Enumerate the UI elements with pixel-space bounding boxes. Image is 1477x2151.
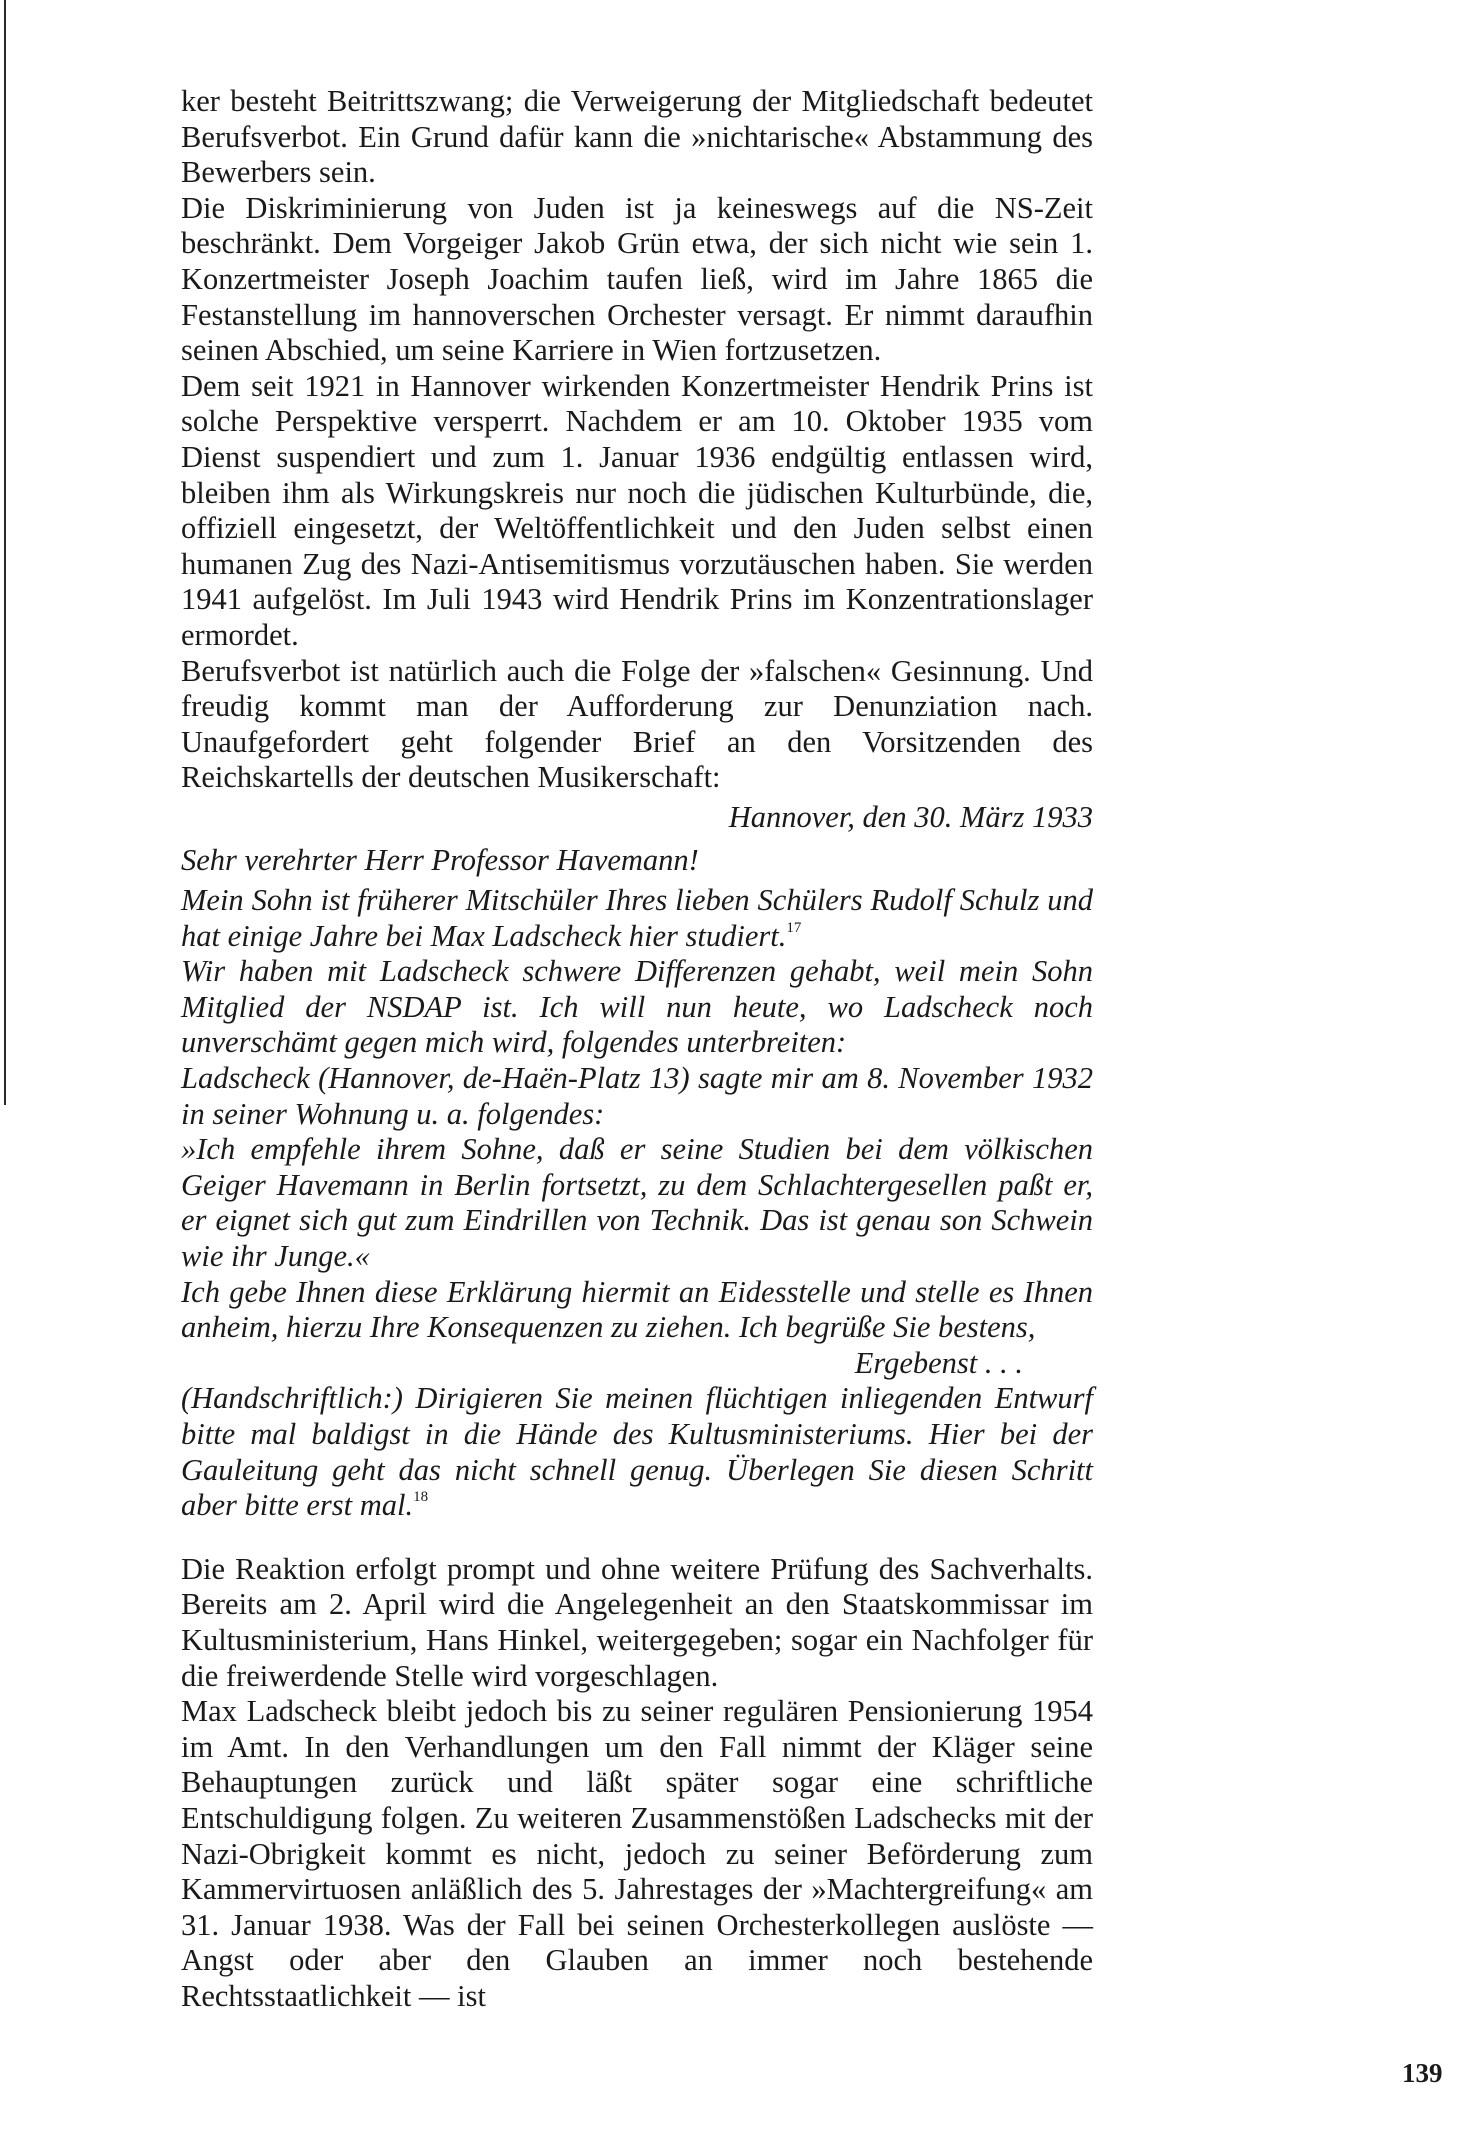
quoted-letter: [181, 800, 1093, 1524]
after-paragraph-2: Max Ladscheck bleibt jedoch bis zu seiner regulären Pensionierung 1954 im Amt. In den Verhandlungen um den Fall nimmt der Kläger seine Behauptungen zurück und läßt später sogar eine schriftliche Entschuldigung folgen. Zu weiteren Zusammenstößen Ladschecks mit der Nazi-Obrigkeit kommt es nicht, jedoch zu seiner Beförderung zum Kammervirtuosen anläßlich des 5. Jahrestages der »Machtergreifung« am 31. Januar 1938. Was der Fall bei seinen Orchesterkollegen auslöste — Angst oder aber den Glauben an immer noch bestehende Rechtsstaatlichkeit — ist: [181, 1694, 1093, 2013]
letter-postscript-text: (Handschriftlich:) Dirigieren Sie meinen flüchtigen inliegenden Entwurf bitte mal baldigst in die Hände des Kultusministeriums. Hier bei der Gauleitung geht das nicht schnell genug. Überlegen Sie diesen Schritt aber bitte erst mal.: [181, 1381, 1093, 1523]
footnote-18: 18: [413, 1489, 429, 1506]
body-paragraph-3: Dem seit 1921 in Hannover wirkenden Konzertmeister Hendrik Prins ist solche Perspektive versperrt. Nachdem er am 10. Oktober 1935 vom Dienst suspendiert und zum 1. Januar 1936 endgültig entlassen wird, bleiben ihm als Wirkungskreis nur noch die jüdischen Kulturbünde, die, offiziell eingesetzt, der Weltöffentlichkeit und den Juden selbst einen humanen Zug des Nazi-Antisemitismus vorzutäuschen haben. Sie werden 1941 aufgelöst. Im Juli 1943 wird Hendrik Prins im Konzentrationslager ermordet.: [181, 368, 1093, 652]
letter-postscript: [181, 1381, 1093, 1523]
page-text: [181, 84, 1093, 2014]
letter-paragraph-4: »Ich empfehle ihrem Sohne, daß er seine Studien bei dem völkischen Geiger Havemann in Berlin fortsetzt, zu dem Schlachtergesellen paßt er, er eignet sich gut zum Eindrillen von Technik. Das ist genau son Schwein wie ihr Junge.«: [181, 1132, 1093, 1273]
body-paragraph-1: ker besteht Beitrittszwang; die Verweigerung der Mitgliedschaft bedeutet Berufsverbot. Ein Grund dafür kann die »nichtarische« Abstammung des Bewerbers sein.: [181, 84, 1093, 190]
body-paragraph-2: Die Diskriminierung von Juden ist ja keineswegs auf die NS-Zeit beschränkt. Dem Vorgeiger Jakob Grün etwa, der sich nicht wie sein 1. Konzertmeister Joseph Joachim taufen ließ, wird im Jahre 1865 die Festanstellung im hannoverschen Orchester versagt. Er nimmt daraufhin seinen Abschied, um seine Karriere in Wien fortzusetzen.: [181, 190, 1093, 368]
letter-paragraph-3: Ladscheck (Hannover, de-Haën-Platz 13) sagte mir am 8. November 1932 in seiner Wohnung u. a. folgendes:: [181, 1061, 1093, 1131]
letter-closing: Ergebenst . . .: [854, 1345, 1023, 1380]
scan-edge-line: [4, 0, 6, 1105]
footnote-17: 17: [786, 919, 802, 936]
letter-paragraph-5: Ich gebe Ihnen diese Erklärung hiermit an Eidesstelle und stelle es Ihnen anheim, hierzu Ihre Konsequenzen zu ziehen. Ich begrüße Sie bestens,: [181, 1274, 1093, 1345]
letter-paragraph-2: Wir haben mit Ladscheck schwere Differenzen gehabt, weil mein Sohn Mitglied der NSDAP ist. Ich will nun heute, wo Ladscheck noch unverschämt gegen mich wird, folgendes unterbreiten:: [181, 954, 1093, 1060]
letter-salutation: Sehr verehrter Herr Professor Havemann!: [181, 843, 699, 878]
letter-place-date: Hannover, den 30. März 1933: [728, 799, 1093, 834]
letter-paragraph-1-text: Mein Sohn ist früherer Mitschüler Ihres lieben Schülers Rudolf Schulz und hat einige Jahre bei Max Ladscheck hier studiert.: [181, 883, 1093, 953]
letter-paragraph-1: [181, 883, 1093, 954]
page-number: 139: [1402, 2058, 1443, 2088]
body-paragraph-4: Berufsverbot ist natürlich auch die Folge der »falschen« Gesinnung. Und freudig kommt man der Aufforderung zur Denunziation nach. Unaufgefordert geht folgender Brief an den Vorsitzenden des Reichskartells der deutschen Musikerschaft:: [181, 653, 1093, 795]
after-paragraph-1: Die Reaktion erfolgt prompt und ohne weitere Prüfung des Sachverhalts. Bereits am 2. April wird die Angelegenheit an den Staatskommissar im Kultusministerium, Hans Hinkel, weitergegeben; sogar ein Nachfolger für die freiwerdende Stelle wird vorgeschlagen.: [181, 1551, 1093, 1693]
